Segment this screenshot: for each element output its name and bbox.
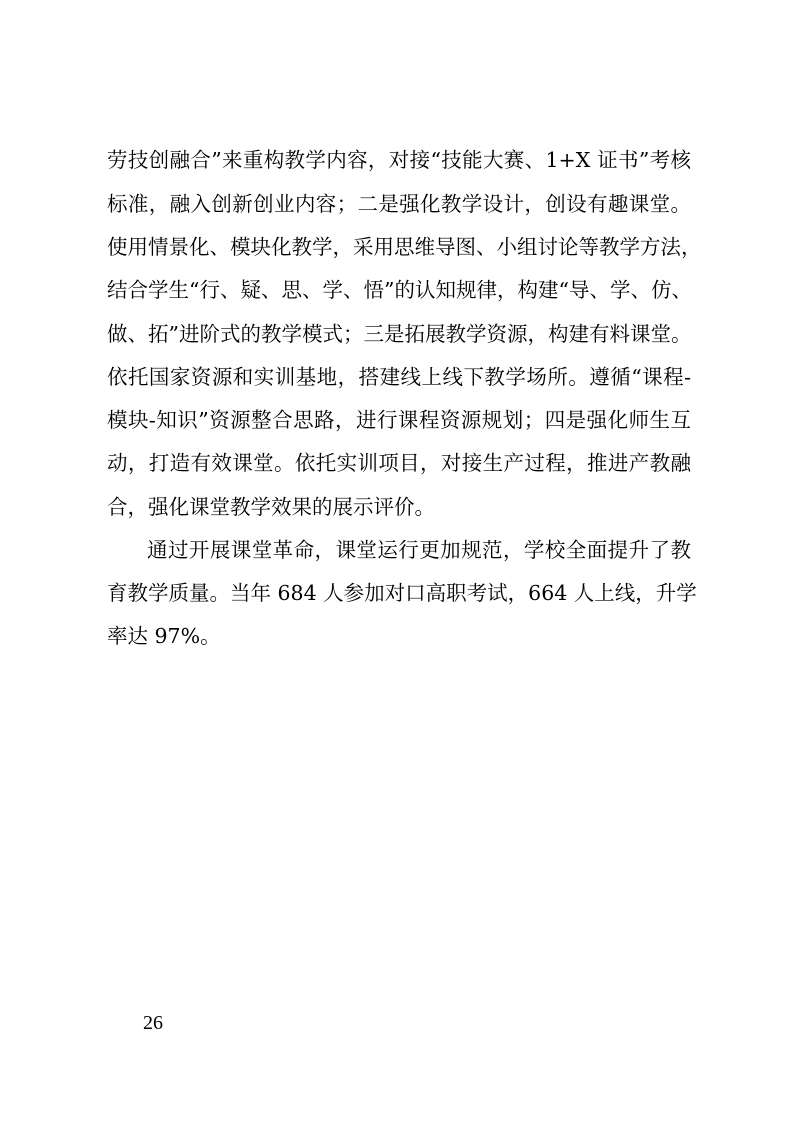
text-line: 劳技创融合”来重构教学内容，对接“技能大赛、1+X 证书”考核 [107,148,691,172]
text-line: 依托国家资源和实训基地，搭建线上线下教学场所。遵循“课程- [107,365,691,389]
text-line-last: 合，强化课堂教学效果的展示评价。 [107,495,435,519]
text-line-last: 率达 97%。 [107,624,221,648]
text-line: 做、拓”进阶式的教学模式；三是拓展教学资源，构建有料课堂。 [107,322,692,346]
text-line: 动，打造有效课堂。依托实训项目，对接生产过程，推进产教融 [107,451,691,475]
text-line: 标准，融入创新创业内容；二是强化教学设计，创设有趣课堂。 [107,192,691,216]
page-number: 26 [143,1012,163,1034]
text-line: 育教学质量。当年 684 人参加对口高职考试，664 人上线，升学 [107,581,697,605]
text-line: 使用情景化、模块化教学，采用思维导图、小组讨论等教学方法， [107,235,702,259]
text-line: 模块-知识”资源整合思路，进行课程资源规划；四是强化师生互 [107,408,691,432]
paragraph-first-line: 通过开展课堂革命，课堂运行更加规范，学校全面提升了教 [147,538,691,562]
text-line: 结合学生“行、疑、思、学、悟”的认知规律，构建“导、学、仿、 [107,278,692,302]
